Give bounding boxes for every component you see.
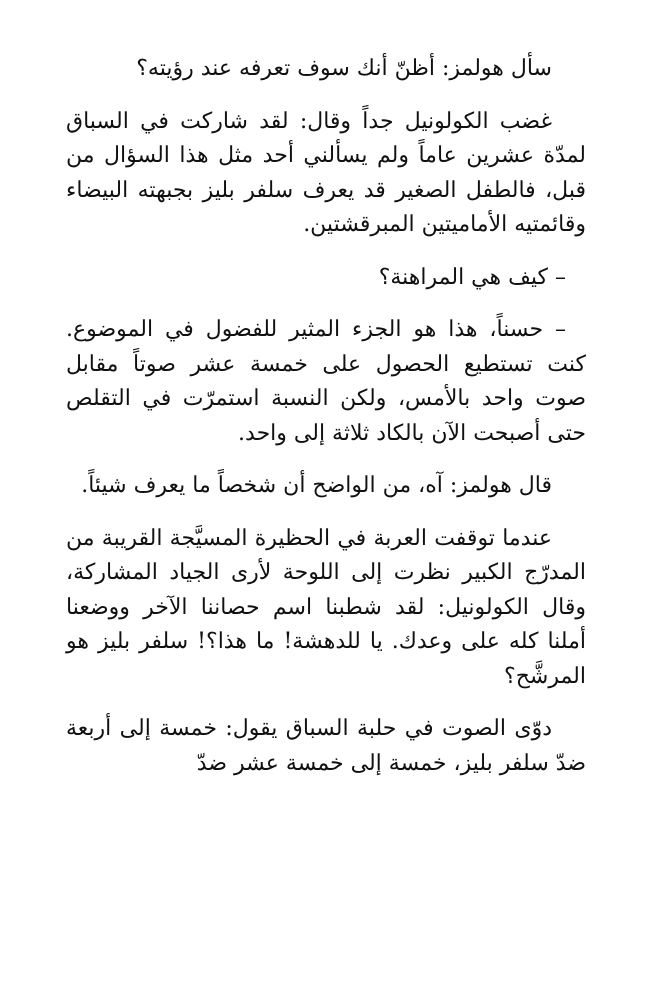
dialog-betting-answer: – حسناً، هذا هو الجزء المثير للفضول في الموضوع. كنت تستطيع الحصول على خمسة عشر صوتاً مقابل صوت واحد بالأمس، ولكن النسبة استمرّت في التقلص حتى أصبحت الآن بالكاد ثلاثة إلى واحد. bbox=[66, 317, 586, 446]
paragraph-announcement: دوّى الصوت في حلبة السباق يقول: خمسة إلى أربعة ضدّ سلفر بليز، خمسة إلى خمسة عشر ضدّ bbox=[66, 716, 586, 776]
book-page-text bbox=[66, 52, 586, 799]
paragraph-holmes-question: سأل هولمز: أظنّ أنك سوف تعرفه عند رؤيته؟ bbox=[136, 56, 552, 81]
dialog-betting-question: – كيف هي المراهنة؟ bbox=[378, 264, 566, 290]
paragraph-holmes-remark: قال هولمز: آه، من الواضح أن شخصاً ما يعرف شيئاً. bbox=[81, 473, 552, 498]
paragraph-colonel-reply: غضب الكولونيل جداً وقال: لقد شاركت في السباق لمدّة عشرين عاماً ولم يسألني أحد مثل هذا السؤال من قبل، فالطفل الصغير قد يعرف سلفر بليز بجبهته البيضاء وقائمتيه الأماميتين المبرقشتين. bbox=[66, 108, 586, 237]
paragraph-carriage-stop: عندما توقفت العربة في الحظيرة المسيَّجة القريبة من المدرّج الكبير نظرت إلى اللوحة لأرى الجياد المشاركة، وقال الكولونيل: لقد شطبنا اسم حصاننا الآخر ووضعنا أملنا كله على وعدك. يا للدهشة! ما هذا؟! سلفر بليز هو المرشَّح؟ bbox=[66, 525, 586, 689]
